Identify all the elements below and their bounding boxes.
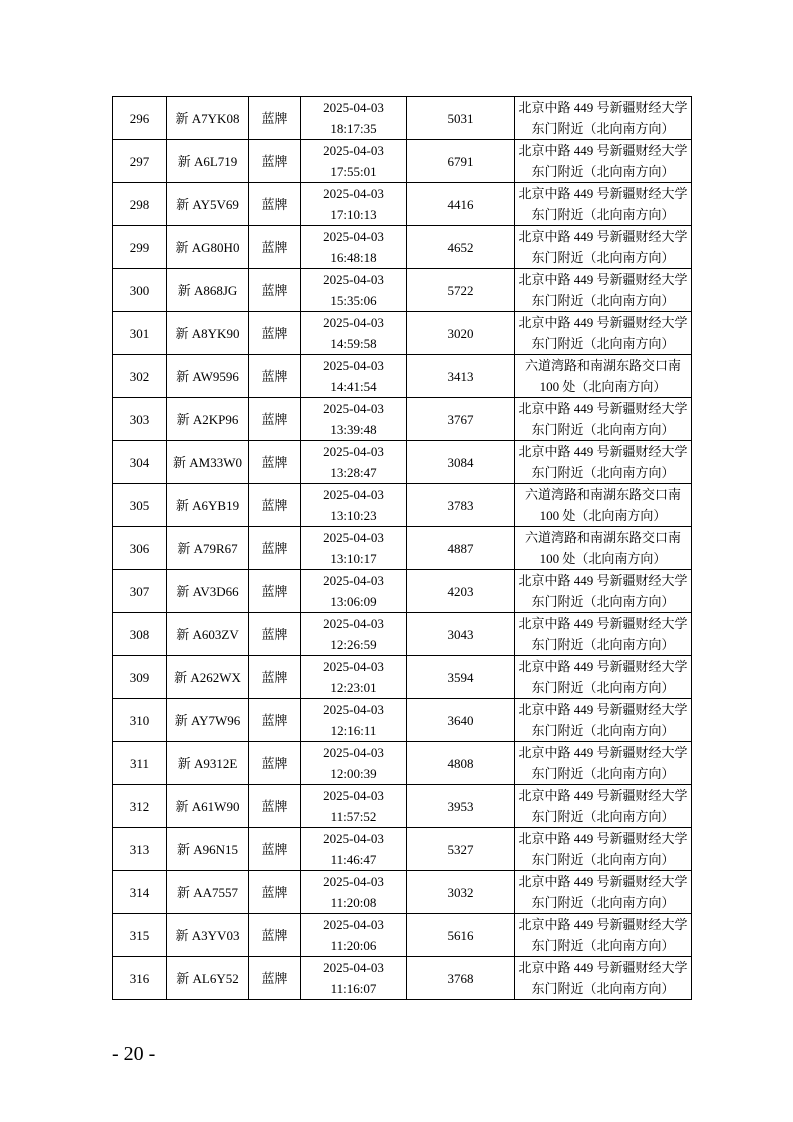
plate-number-cell: 新 A96N15 [167,828,249,871]
location-line-2: 东门附近（北向南方向） [531,766,675,781]
timestamp-cell [301,183,407,226]
location-line-1: 北京中路 449 号新疆财经大学 [518,143,688,158]
location-line-2: 东门附近（北向南方向） [531,207,675,222]
timestamp-cell [301,570,407,613]
record-number-cell: 307 [113,570,167,613]
table-row [113,97,692,140]
amount-cell: 5722 [407,269,515,312]
plate-number-cell: 新 A3YV03 [167,914,249,957]
location-line-2: 东门附近（北向南方向） [531,637,675,652]
amount-cell: 5031 [407,97,515,140]
date-text: 2025-04-03 [323,315,384,330]
record-number-cell: 304 [113,441,167,484]
table-row [113,527,692,570]
table-row [113,484,692,527]
location-line-1: 北京中路 449 号新疆财经大学 [518,186,688,201]
table-row [113,613,692,656]
location-line-1: 北京中路 449 号新疆财经大学 [518,960,688,975]
time-text: 14:41:54 [330,379,377,394]
amount-cell: 4887 [407,527,515,570]
time-text: 13:10:23 [330,508,377,523]
plate-color-cell: 蓝牌 [249,871,301,914]
time-text: 11:20:06 [330,938,377,953]
table-row [113,140,692,183]
location-line-1: 北京中路 449 号新疆财经大学 [518,745,688,760]
record-number-cell: 315 [113,914,167,957]
plate-color-cell: 蓝牌 [249,484,301,527]
table-row [113,742,692,785]
timestamp-cell [301,656,407,699]
time-text: 11:57:52 [330,809,377,824]
table-row [113,355,692,398]
timestamp-cell [301,914,407,957]
location-line-1: 北京中路 449 号新疆财经大学 [518,401,688,416]
amount-cell: 3783 [407,484,515,527]
records-table-body [113,97,692,1000]
location-line-2: 东门附近（北向南方向） [531,164,675,179]
record-number-cell: 299 [113,226,167,269]
date-text: 2025-04-03 [323,874,384,889]
location-line-2: 100 处（北向南方向） [539,379,667,394]
location-line-2: 东门附近（北向南方向） [531,422,675,437]
plate-number-cell: 新 AY7W96 [167,699,249,742]
record-number-cell: 309 [113,656,167,699]
table-row [113,871,692,914]
plate-color-cell: 蓝牌 [249,398,301,441]
location-line-2: 东门附近（北向南方向） [531,250,675,265]
timestamp-cell [301,226,407,269]
date-text: 2025-04-03 [323,788,384,803]
location-cell [515,914,692,957]
location-line-1: 北京中路 449 号新疆财经大学 [518,788,688,803]
page-number: - 20 - [112,1043,156,1065]
location-line-2: 东门附近（北向南方向） [531,465,675,480]
plate-color-cell: 蓝牌 [249,140,301,183]
date-text: 2025-04-03 [323,487,384,502]
table-row [113,269,692,312]
amount-cell: 3767 [407,398,515,441]
location-line-2: 东门附近（北向南方向） [531,121,675,136]
date-text: 2025-04-03 [323,659,384,674]
location-line-1: 北京中路 449 号新疆财经大学 [518,831,688,846]
plate-number-cell: 新 AV3D66 [167,570,249,613]
timestamp-cell [301,613,407,656]
plate-number-cell: 新 A61W90 [167,785,249,828]
time-text: 12:23:01 [330,680,377,695]
amount-cell: 3032 [407,871,515,914]
record-number-cell: 306 [113,527,167,570]
timestamp-cell [301,742,407,785]
date-text: 2025-04-03 [323,272,384,287]
amount-cell: 4416 [407,183,515,226]
date-text: 2025-04-03 [323,831,384,846]
plate-color-cell: 蓝牌 [249,785,301,828]
plate-number-cell: 新 AG80H0 [167,226,249,269]
location-line-2: 东门附近（北向南方向） [531,809,675,824]
location-line-2: 东门附近（北向南方向） [531,594,675,609]
record-number-cell: 300 [113,269,167,312]
timestamp-cell [301,398,407,441]
amount-cell: 3413 [407,355,515,398]
time-text: 11:16:07 [330,981,377,996]
location-line-1: 北京中路 449 号新疆财经大学 [518,616,688,631]
plate-color-cell: 蓝牌 [249,97,301,140]
timestamp-cell [301,269,407,312]
plate-number-cell: 新 AM33W0 [167,441,249,484]
time-text: 13:06:09 [330,594,377,609]
location-line-2: 东门附近（北向南方向） [531,852,675,867]
location-cell [515,398,692,441]
location-line-1: 北京中路 449 号新疆财经大学 [518,917,688,932]
location-line-2: 东门附近（北向南方向） [531,336,675,351]
date-text: 2025-04-03 [323,917,384,932]
plate-color-cell: 蓝牌 [249,742,301,785]
table-row [113,441,692,484]
plate-color-cell: 蓝牌 [249,699,301,742]
record-number-cell: 303 [113,398,167,441]
location-line-2: 东门附近（北向南方向） [531,293,675,308]
plate-number-cell: 新 A6L719 [167,140,249,183]
amount-cell: 3594 [407,656,515,699]
location-cell [515,183,692,226]
amount-cell: 5616 [407,914,515,957]
location-cell [515,269,692,312]
timestamp-cell [301,527,407,570]
timestamp-cell [301,312,407,355]
location-line-1: 北京中路 449 号新疆财经大学 [518,229,688,244]
plate-color-cell: 蓝牌 [249,441,301,484]
plate-number-cell: 新 A262WX [167,656,249,699]
time-text: 12:00:39 [330,766,377,781]
location-cell [515,828,692,871]
table-row [113,183,692,226]
location-cell [515,742,692,785]
plate-number-cell: 新 AA7557 [167,871,249,914]
amount-cell: 3953 [407,785,515,828]
plate-number-cell: 新 A603ZV [167,613,249,656]
plate-color-cell: 蓝牌 [249,957,301,1000]
time-text: 16:48:18 [330,250,377,265]
record-number-cell: 308 [113,613,167,656]
table-row [113,398,692,441]
location-line-1: 六道湾路和南湖东路交口南 [524,530,681,545]
amount-cell: 4808 [407,742,515,785]
records-table [112,96,692,1000]
timestamp-cell [301,957,407,1000]
table-row [113,914,692,957]
table-row [113,828,692,871]
location-cell [515,226,692,269]
amount-cell: 5327 [407,828,515,871]
timestamp-cell [301,441,407,484]
location-line-1: 北京中路 449 号新疆财经大学 [518,272,688,287]
plate-number-cell: 新 AY5V69 [167,183,249,226]
timestamp-cell [301,355,407,398]
timestamp-cell [301,785,407,828]
location-line-2: 100 处（北向南方向） [539,551,667,566]
location-line-1: 六道湾路和南湖东路交口南 [524,358,681,373]
record-number-cell: 316 [113,957,167,1000]
plate-color-cell: 蓝牌 [249,613,301,656]
date-text: 2025-04-03 [323,100,384,115]
time-text: 17:10:13 [330,207,377,222]
table-row [113,312,692,355]
table-row [113,957,692,1000]
location-cell [515,140,692,183]
plate-number-cell: 新 A9312E [167,742,249,785]
plate-number-cell: 新 A868JG [167,269,249,312]
time-text: 18:17:35 [330,121,377,136]
plate-color-cell: 蓝牌 [249,355,301,398]
amount-cell: 6791 [407,140,515,183]
location-line-2: 东门附近（北向南方向） [531,723,675,738]
location-line-1: 北京中路 449 号新疆财经大学 [518,874,688,889]
time-text: 14:59:58 [330,336,377,351]
location-line-2: 东门附近（北向南方向） [531,680,675,695]
record-number-cell: 301 [113,312,167,355]
table-row [113,699,692,742]
amount-cell: 4203 [407,570,515,613]
plate-color-cell: 蓝牌 [249,226,301,269]
plate-color-cell: 蓝牌 [249,312,301,355]
timestamp-cell [301,484,407,527]
time-text: 11:20:08 [330,895,377,910]
table-row [113,570,692,613]
record-number-cell: 312 [113,785,167,828]
plate-color-cell: 蓝牌 [249,527,301,570]
table-row [113,226,692,269]
date-text: 2025-04-03 [323,960,384,975]
location-cell [515,871,692,914]
timestamp-cell [301,828,407,871]
date-text: 2025-04-03 [323,530,384,545]
plate-number-cell: 新 A79R67 [167,527,249,570]
plate-number-cell: 新 AL6Y52 [167,957,249,1000]
record-number-cell: 302 [113,355,167,398]
time-text: 15:35:06 [330,293,377,308]
plate-number-cell: 新 A6YB19 [167,484,249,527]
time-text: 11:46:47 [330,852,377,867]
location-cell [515,527,692,570]
date-text: 2025-04-03 [323,229,384,244]
location-cell [515,785,692,828]
record-number-cell: 298 [113,183,167,226]
plate-color-cell: 蓝牌 [249,183,301,226]
location-line-1: 六道湾路和南湖东路交口南 [524,487,681,502]
location-cell [515,484,692,527]
location-cell [515,613,692,656]
timestamp-cell [301,699,407,742]
amount-cell: 3640 [407,699,515,742]
date-text: 2025-04-03 [323,702,384,717]
plate-number-cell: 新 AW9596 [167,355,249,398]
location-cell [515,441,692,484]
location-line-1: 北京中路 449 号新疆财经大学 [518,315,688,330]
date-text: 2025-04-03 [323,444,384,459]
date-text: 2025-04-03 [323,143,384,158]
location-cell [515,97,692,140]
location-line-1: 北京中路 449 号新疆财经大学 [518,702,688,717]
date-text: 2025-04-03 [323,401,384,416]
location-line-1: 北京中路 449 号新疆财经大学 [518,100,688,115]
record-number-cell: 314 [113,871,167,914]
table-row [113,785,692,828]
plate-color-cell: 蓝牌 [249,656,301,699]
amount-cell: 3043 [407,613,515,656]
location-cell [515,699,692,742]
timestamp-cell [301,97,407,140]
plate-number-cell: 新 A7YK08 [167,97,249,140]
time-text: 13:28:47 [330,465,377,480]
date-text: 2025-04-03 [323,573,384,588]
record-number-cell: 313 [113,828,167,871]
plate-number-cell: 新 A2KP96 [167,398,249,441]
date-text: 2025-04-03 [323,186,384,201]
plate-color-cell: 蓝牌 [249,828,301,871]
location-line-1: 北京中路 449 号新疆财经大学 [518,659,688,674]
plate-color-cell: 蓝牌 [249,570,301,613]
location-line-2: 东门附近（北向南方向） [531,895,675,910]
location-line-2: 100 处（北向南方向） [539,508,667,523]
timestamp-cell [301,871,407,914]
amount-cell: 3084 [407,441,515,484]
plate-color-cell: 蓝牌 [249,269,301,312]
location-cell [515,570,692,613]
record-number-cell: 310 [113,699,167,742]
timestamp-cell [301,140,407,183]
record-number-cell: 296 [113,97,167,140]
date-text: 2025-04-03 [323,358,384,373]
table-row [113,656,692,699]
amount-cell: 3020 [407,312,515,355]
record-number-cell: 297 [113,140,167,183]
time-text: 13:10:17 [330,551,377,566]
amount-cell: 3768 [407,957,515,1000]
date-text: 2025-04-03 [323,745,384,760]
plate-number-cell: 新 A8YK90 [167,312,249,355]
location-line-2: 东门附近（北向南方向） [531,981,675,996]
location-line-2: 东门附近（北向南方向） [531,938,675,953]
amount-cell: 4652 [407,226,515,269]
time-text: 12:16:11 [330,723,377,738]
location-cell [515,656,692,699]
record-number-cell: 311 [113,742,167,785]
time-text: 17:55:01 [330,164,377,179]
plate-color-cell: 蓝牌 [249,914,301,957]
location-cell [515,312,692,355]
time-text: 13:39:48 [330,422,377,437]
location-cell [515,355,692,398]
location-line-1: 北京中路 449 号新疆财经大学 [518,573,688,588]
time-text: 12:26:59 [330,637,377,652]
location-cell [515,957,692,1000]
record-number-cell: 305 [113,484,167,527]
date-text: 2025-04-03 [323,616,384,631]
location-line-1: 北京中路 449 号新疆财经大学 [518,444,688,459]
